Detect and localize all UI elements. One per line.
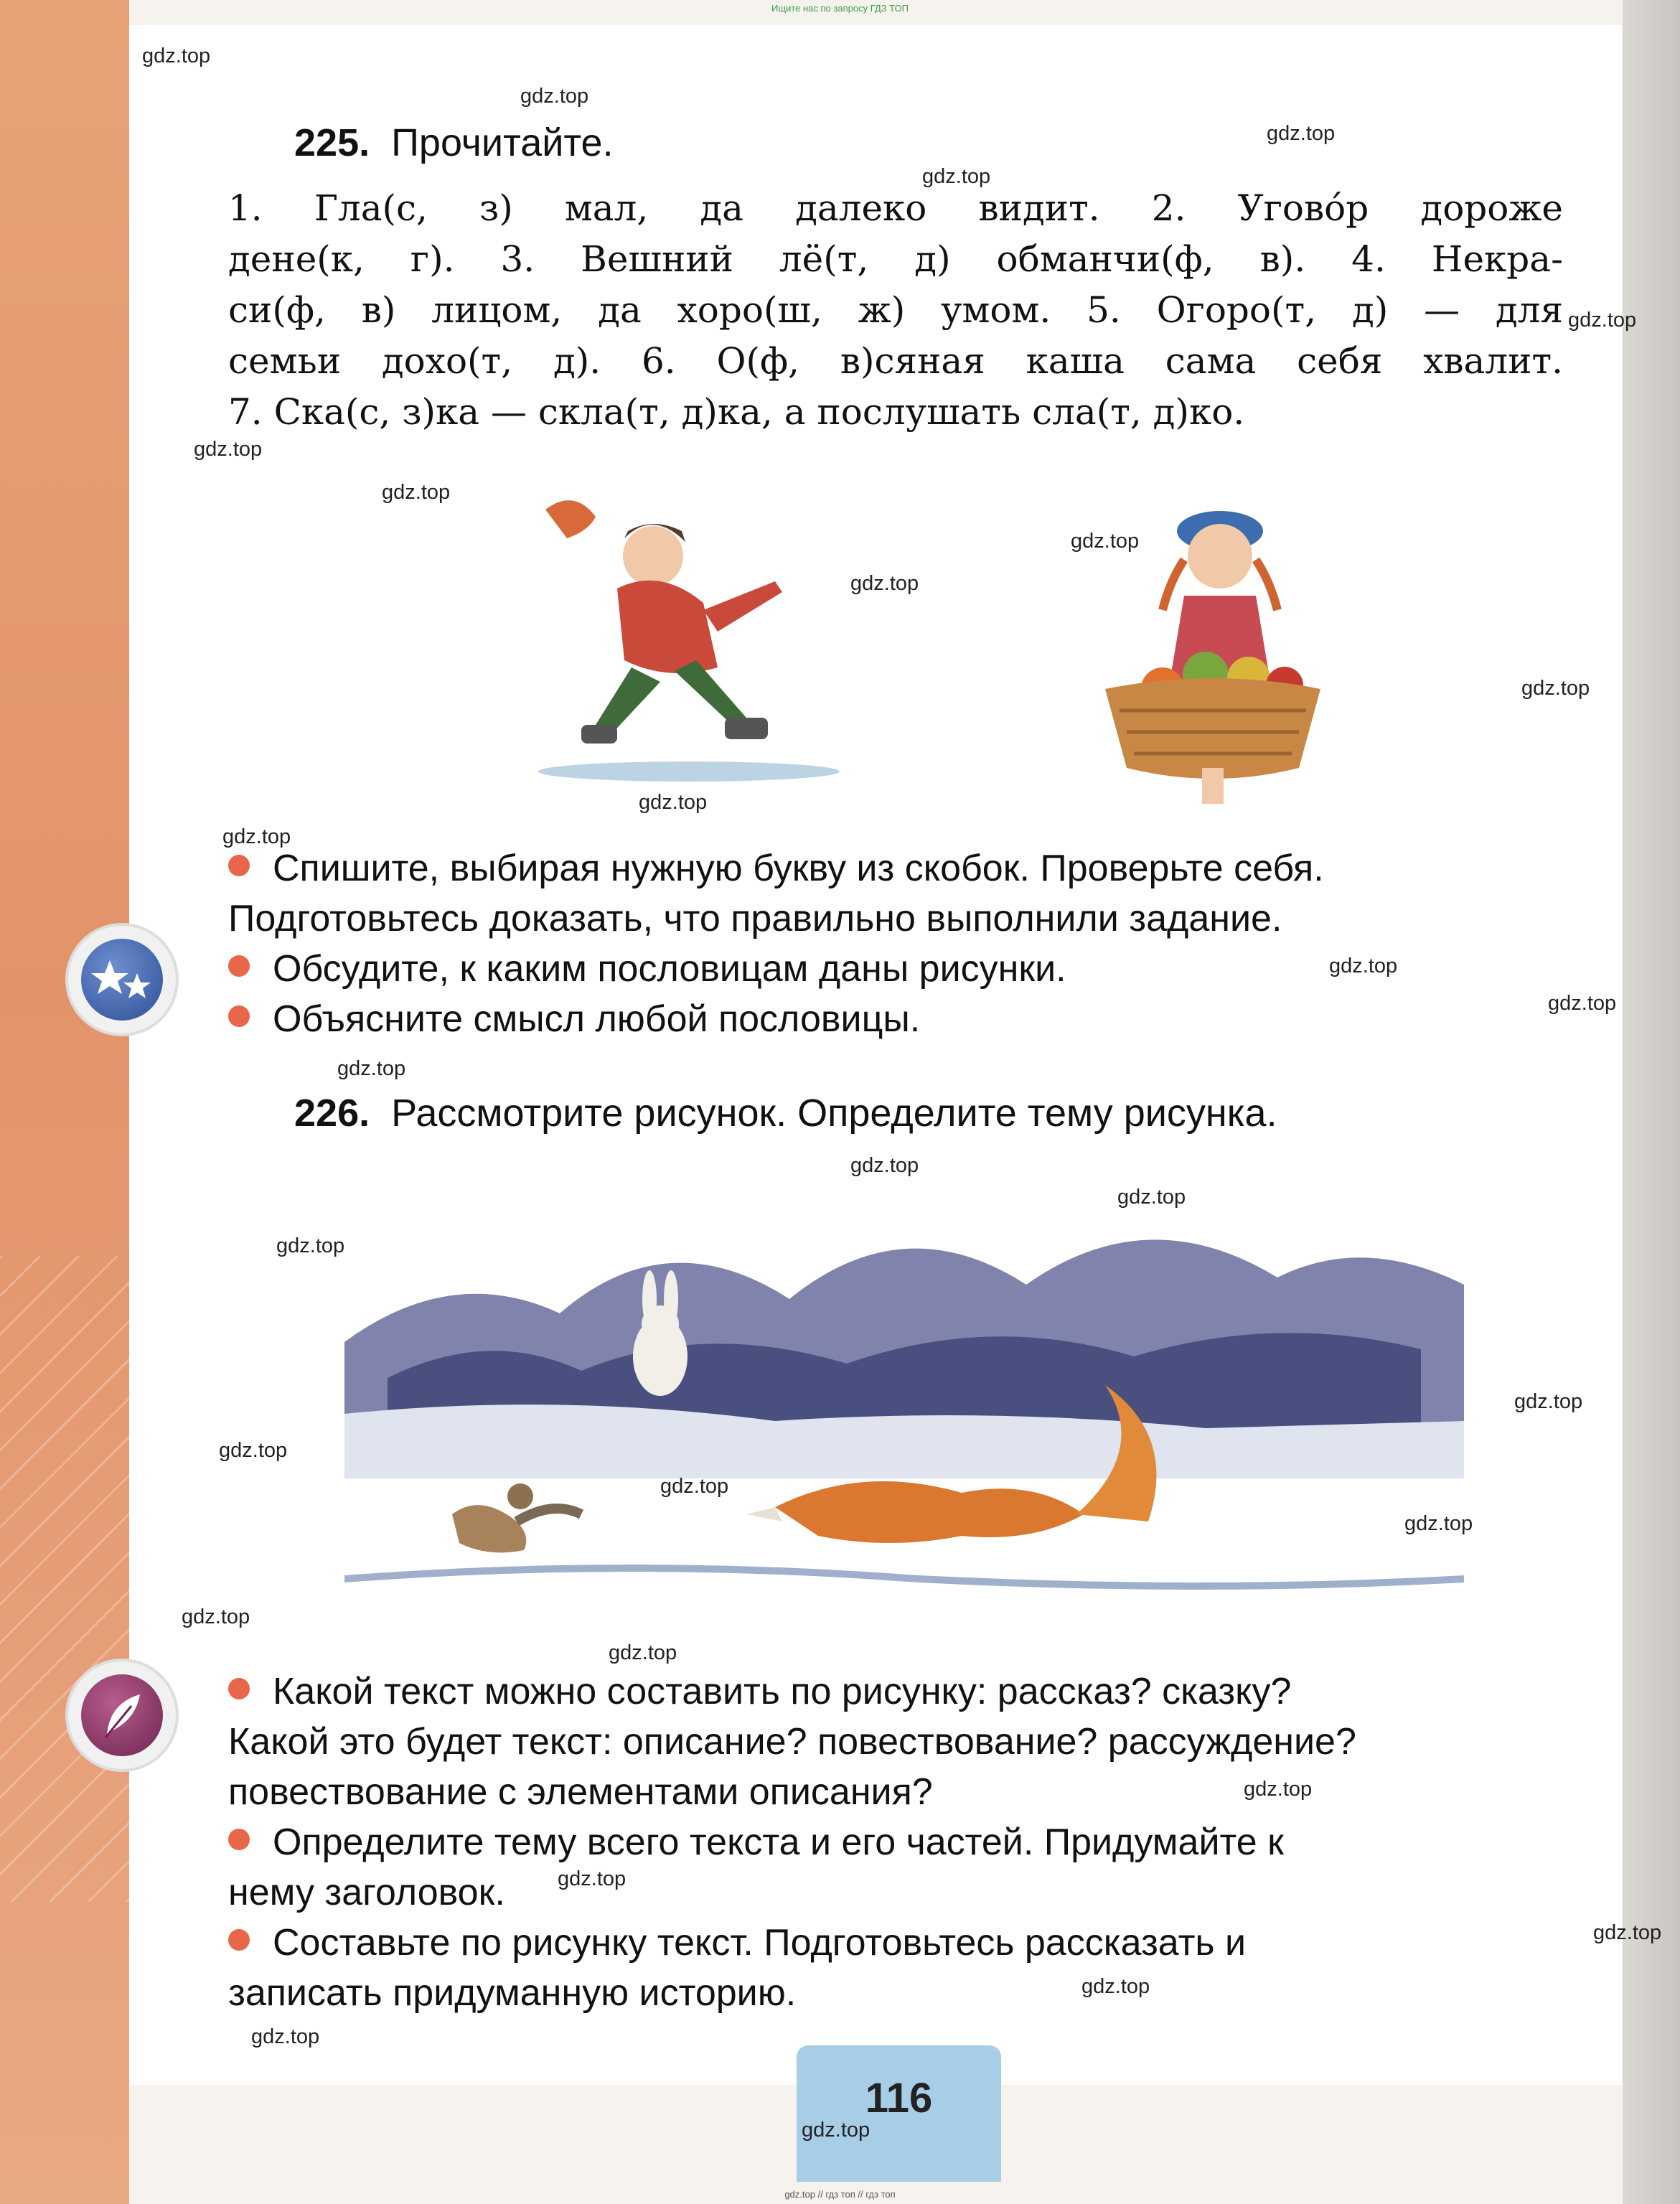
- task-line: [228, 1867, 505, 1918]
- watermark: gdz.top: [1267, 122, 1336, 145]
- top-note: Ищите нас по запросу ГДЗ ТОП: [771, 3, 909, 14]
- watermark: gdz.top: [850, 1154, 919, 1177]
- task-text: нему заголовок.: [228, 1872, 505, 1913]
- watermark: gdz.top: [276, 1234, 345, 1257]
- feather-icon: [81, 1674, 163, 1756]
- task-text: Определите тему всего текста и его частей. Придумайте к: [273, 1821, 1284, 1863]
- watermark: gdz.top: [219, 1439, 288, 1462]
- watermark: gdz.top: [222, 825, 291, 848]
- watermark: gdz.top: [922, 165, 991, 188]
- watermark: gdz.top: [639, 791, 708, 814]
- stars-badge-icon: [68, 926, 176, 1033]
- watermark: gdz.top: [1117, 1186, 1186, 1209]
- proverb-line: 1. Гла(с, з) мал, да далеко видит. 2. Уговóр дороже: [228, 187, 1563, 229]
- watermark: gdz.top: [1071, 530, 1140, 553]
- proverb-line: семьи дохо(т, д). 6. О(ф, в)сяная каша сама себя хвалит.: [228, 340, 1563, 382]
- band-hatch: [0, 1256, 129, 1902]
- proverb-line: си(ф, в) лицом, да хоро(ш, ж) умом. 5. Огоро(т, д) — для: [228, 289, 1563, 331]
- task-text: Подготовьтесь доказать, что правильно выполнили задание.: [228, 898, 1282, 939]
- exercise-226-instruction: Рассмотрите рисунок. Определите тему рисунка.: [391, 1092, 1277, 1135]
- watermark: gdz.top: [802, 2119, 870, 2142]
- watermark: gdz.top: [337, 1057, 406, 1080]
- bullet-icon: [228, 1929, 250, 1951]
- task-line: [228, 1767, 933, 1817]
- task-line: [228, 1968, 796, 2018]
- watermark: gdz.top: [382, 481, 451, 504]
- watermark: gdz.top: [609, 1641, 677, 1664]
- boy-running-illustration: [488, 488, 890, 789]
- watermark: gdz.top: [1404, 1512, 1473, 1535]
- task-line: [228, 994, 920, 1044]
- proverb-line: дене(к, г). 3. Вешний лё(т, д) обманчи(ф, в). 4. Некра-: [228, 238, 1563, 280]
- task-line: [228, 1817, 1284, 1867]
- bullet-icon: [228, 955, 250, 977]
- task-text: Какой текст можно составить по рисунку: рассказ? сказку?: [273, 1671, 1292, 1712]
- watermark: gdz.top: [1329, 955, 1398, 977]
- task-line: [228, 1717, 1356, 1767]
- watermark: gdz.top: [182, 1605, 250, 1628]
- exercise-226-number: 226.: [294, 1092, 370, 1135]
- watermark: gdz.top: [1548, 992, 1617, 1015]
- exercise-225-number: 225.: [294, 121, 370, 164]
- watermark: gdz.top: [194, 438, 263, 461]
- watermark: gdz.top: [558, 1867, 627, 1890]
- task-line: [228, 1918, 1246, 1968]
- proverb-line: 7. Ска(с, з)ка — скла(т, д)ка, а послушать сла(т, д)ко.: [228, 391, 1245, 433]
- feather-badge-icon: [68, 1661, 176, 1769]
- proverbs-block: [228, 183, 1563, 438]
- task-text: повествование с элементами описания?: [228, 1771, 933, 1813]
- task-line: [228, 944, 1066, 994]
- watermark: gdz.top: [1521, 677, 1590, 700]
- bullet-icon: [228, 1005, 250, 1027]
- task-line: [228, 1666, 1291, 1717]
- exercise-225-heading: [294, 121, 614, 165]
- watermark: gdz.top: [1081, 1975, 1150, 1998]
- watermark: gdz.top: [1244, 1778, 1313, 1801]
- exercise-226-heading: [294, 1091, 1277, 1135]
- task-text: Составьте по рисунку текст. Подготовьтесь рассказать и: [273, 1922, 1246, 1964]
- bullet-icon: [228, 855, 250, 876]
- task-text: записать придуманную историю.: [228, 1972, 797, 2014]
- task-text: Какой это будет текст: описание? повествование? рассуждение?: [228, 1721, 1356, 1763]
- bullet-icon: [228, 1829, 250, 1850]
- task-text: Спишите, выбирая нужную букву из скобок. Проверьте себя.: [273, 848, 1324, 889]
- watermark: gdz.top: [660, 1475, 729, 1498]
- star-icon: [81, 939, 163, 1021]
- page-number: 116: [865, 2075, 933, 2121]
- bottom-note: gdz.top // гдз топ // гдз топ: [784, 2189, 896, 2200]
- task-line: [228, 843, 1324, 894]
- left-decorative-band: [0, 0, 129, 2204]
- watermark: gdz.top: [1568, 309, 1637, 332]
- exercise-225-instruction: Прочитайте.: [391, 121, 614, 164]
- watermark: gdz.top: [1593, 1921, 1662, 1944]
- task-text: Объясните смысл любой пословицы.: [273, 998, 921, 1040]
- watermark: gdz.top: [520, 85, 589, 108]
- bullet-icon: [228, 1678, 250, 1699]
- task-line: [228, 894, 1282, 944]
- watermark: gdz.top: [142, 44, 211, 67]
- task-text: Обсудите, к каким пословицам даны рисунки.: [273, 948, 1066, 990]
- watermark: gdz.top: [1514, 1390, 1583, 1413]
- watermark: gdz.top: [251, 2025, 320, 2048]
- winter-forest-illustration: [344, 1177, 1464, 1636]
- watermark: gdz.top: [850, 572, 919, 595]
